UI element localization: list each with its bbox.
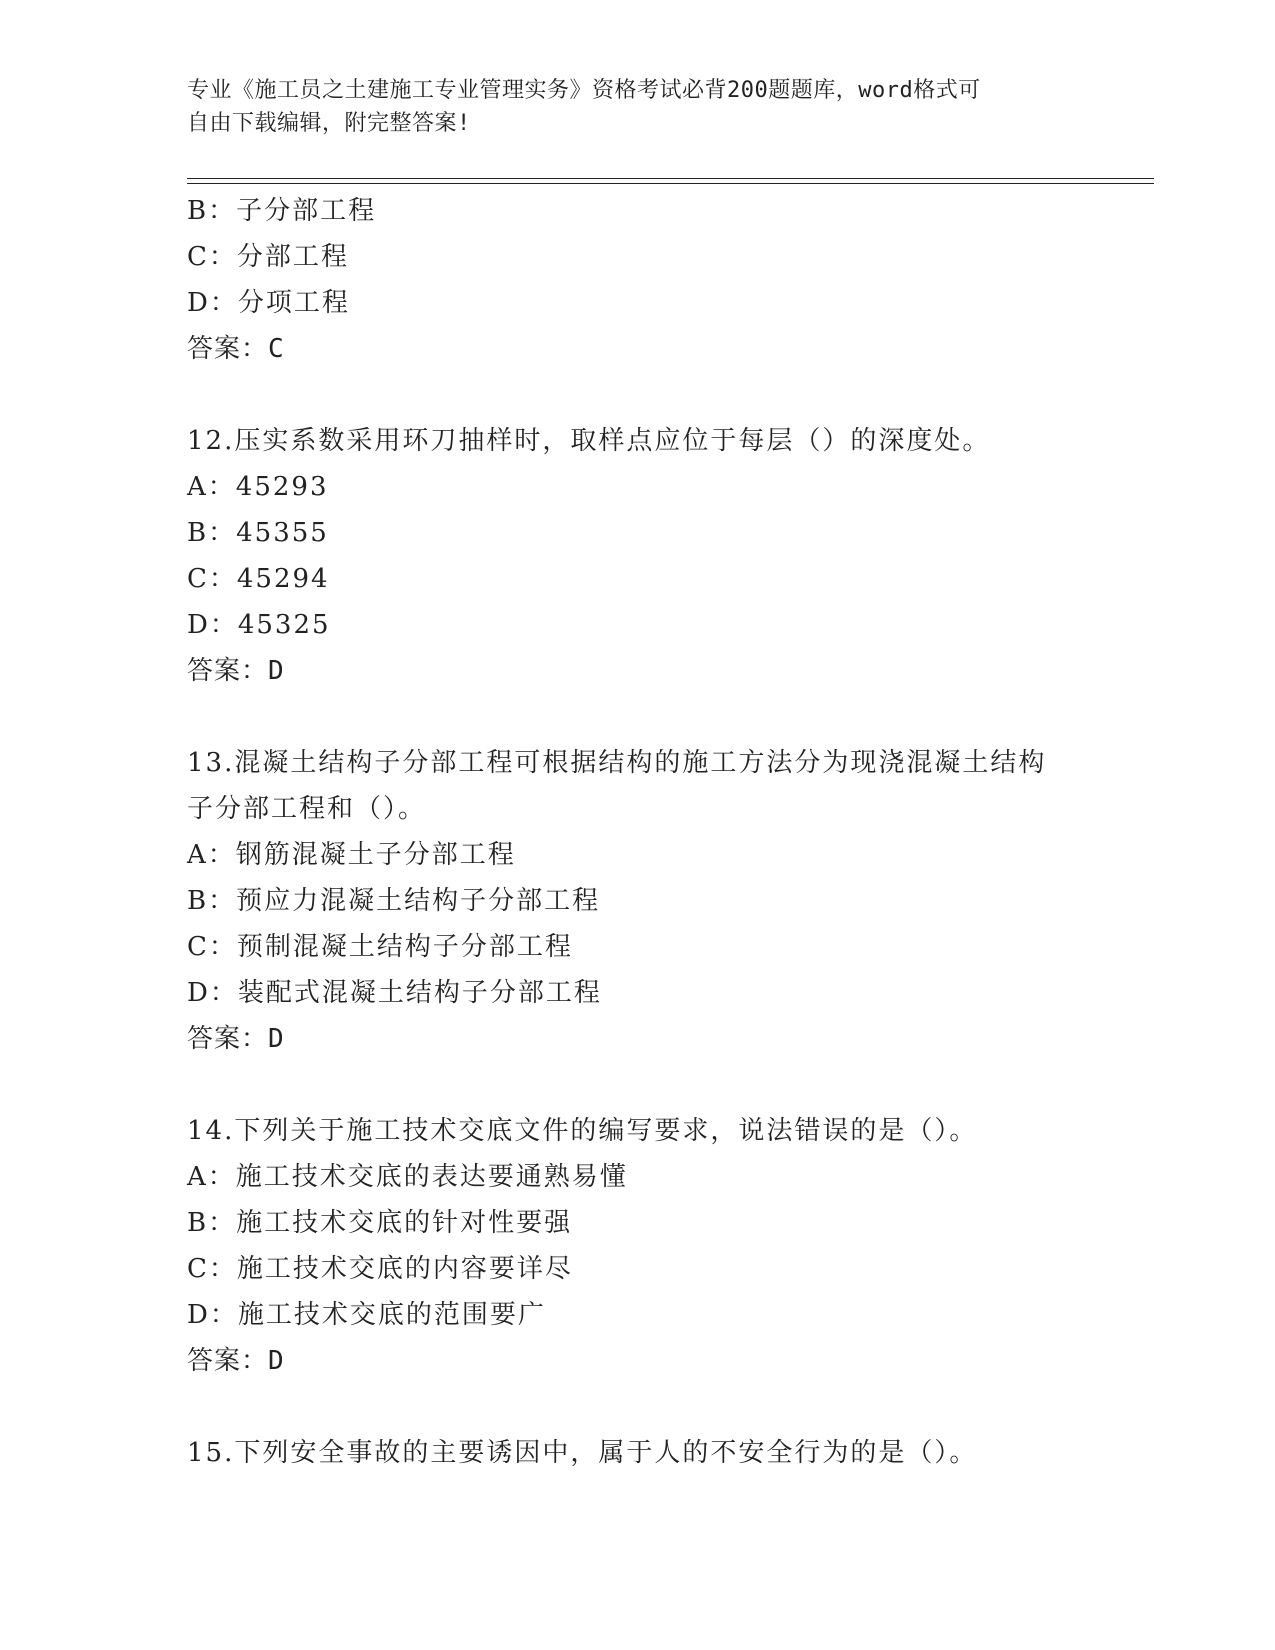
question-block-15 [187, 1430, 1087, 1476]
question-block-14 [187, 1108, 1087, 1384]
option-a: A：45293 [187, 472, 329, 502]
option-c: C：施工技术交底的内容要详尽 [187, 1254, 573, 1284]
option-b: B：45355 [187, 518, 329, 548]
spacer [187, 1384, 1087, 1430]
header-title-line-2: 自由下载编辑，附完整答案! [187, 111, 471, 136]
option-b: B：施工技术交底的针对性要强 [187, 1208, 573, 1238]
question-block-12 [187, 418, 1087, 694]
spacer [187, 1062, 1087, 1108]
option-d: D：装配式混凝土结构子分部工程 [187, 978, 602, 1008]
option-c: C：预制混凝土结构子分部工程 [187, 932, 573, 962]
option-d: D：施工技术交底的范围要广 [187, 1300, 546, 1330]
question-block-13 [187, 740, 1087, 1062]
spacer [187, 372, 1087, 418]
header-divider-top [187, 178, 1154, 179]
question-text: 14.下列关于施工技术交底文件的编写要求，说法错误的是（）。 [187, 1116, 978, 1146]
option-d: D：分项工程 [187, 288, 350, 318]
answer-line: 答案：C [187, 334, 285, 364]
answer-line: 答案：D [187, 656, 285, 686]
answer-line: 答案：D [187, 1346, 285, 1376]
option-c: C：分部工程 [187, 242, 349, 272]
header-title-line-1: 专业《施工员之土建施工专业管理实务》资格考试必背200题题库，word格式可 [187, 78, 981, 103]
question-list [187, 188, 1087, 1476]
question-text-line-2: 子分部工程和（）。 [187, 794, 427, 824]
question-text: 12.压实系数采用环刀抽样时，取样点应位于每层（）的深度处。 [187, 426, 991, 456]
option-a: A：施工技术交底的表达要通熟易懂 [187, 1162, 628, 1192]
option-d: D：45325 [187, 610, 331, 640]
document-header [187, 74, 1067, 140]
question-block-11 [187, 188, 1087, 372]
option-c: C：45294 [187, 564, 330, 594]
spacer [187, 694, 1087, 740]
option-a: A：钢筋混凝土子分部工程 [187, 840, 516, 870]
question-text-line-1: 13.混凝土结构子分部工程可根据结构的施工方法分为现浇混凝土结构 [187, 748, 1047, 778]
option-b: B：子分部工程 [187, 196, 377, 226]
header-divider-bottom [187, 183, 1154, 184]
answer-line: 答案：D [187, 1024, 285, 1054]
option-b: B：预应力混凝土结构子分部工程 [187, 886, 601, 916]
question-text: 15.下列安全事故的主要诱因中，属于人的不安全行为的是（）。 [187, 1438, 978, 1468]
